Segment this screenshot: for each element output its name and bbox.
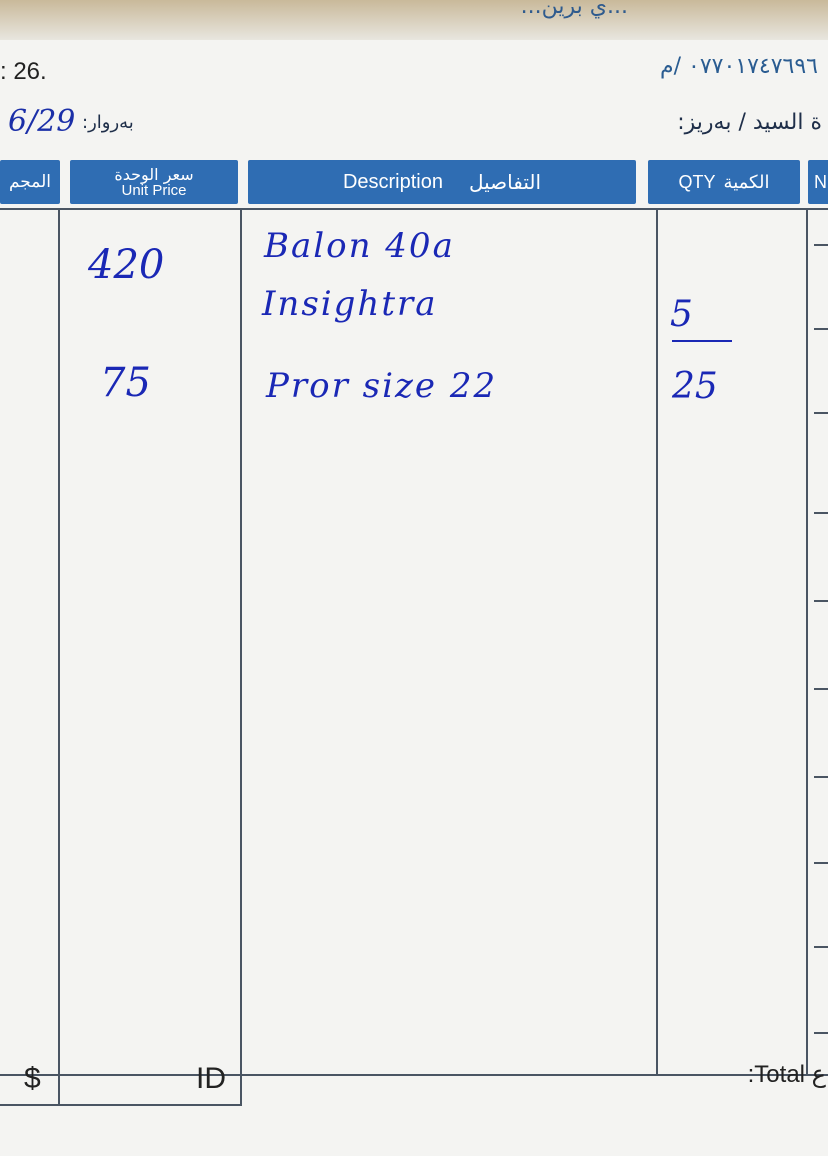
qty-en: QTY [678,171,716,192]
qty-underline [672,340,732,342]
unit-price-en: Unit Price [121,181,187,199]
phone-number: ٠٧٧٠١٧٤٧٦٩٦ /م [659,54,818,79]
unit-price-ar: سعر الوحدة [114,164,194,184]
footer-id-label: ID [196,1062,226,1095]
row-1-description: Balon 40a [264,226,455,266]
description-en: Description [342,170,443,193]
row-3-qty: 25 [672,366,718,407]
column-header-unit-price [70,160,238,204]
column-divider [240,208,242,1106]
column-header-description [248,160,636,204]
column-header-no: N [808,160,828,204]
row-tick [814,946,828,948]
row-tick [814,412,828,414]
row-tick [814,244,828,246]
footer-total-label: :Total ع [747,1061,826,1088]
column-divider [806,208,808,1074]
description-ar: التفاصيل [468,170,542,194]
invoice-number: : 26. [0,58,47,85]
column-header-qty [648,160,800,204]
footer-dollar-label: $ [24,1062,41,1095]
row-tick [814,1032,828,1034]
row-2-description: Insightra [262,284,438,324]
customer-label: ة السيد / بەريز: [677,110,822,135]
date-value: 6/29 [8,104,76,139]
row-tick [814,862,828,864]
table-top-rule [0,208,828,210]
row-tick [814,688,828,690]
column-divider [656,208,658,1074]
row-3-unit-price: 75 [100,360,151,406]
row-tick [814,776,828,778]
column-header-total: المجم [0,160,60,204]
row-tick [814,512,828,514]
top-band [0,0,828,40]
row-3-description: Pror size 22 [266,366,498,406]
row-tick [814,328,828,330]
row-tick [814,600,828,602]
qty-ar: الكمية [723,171,770,193]
top-partial-text: ...ي برين... [520,0,628,19]
row-1-unit-price: 420 [88,242,165,288]
footer-rule [0,1104,242,1106]
row-2-qty: 5 [670,294,693,335]
table-bottom-rule [0,1074,828,1076]
date-label: بەروار: [82,112,134,133]
column-divider [58,208,60,1106]
